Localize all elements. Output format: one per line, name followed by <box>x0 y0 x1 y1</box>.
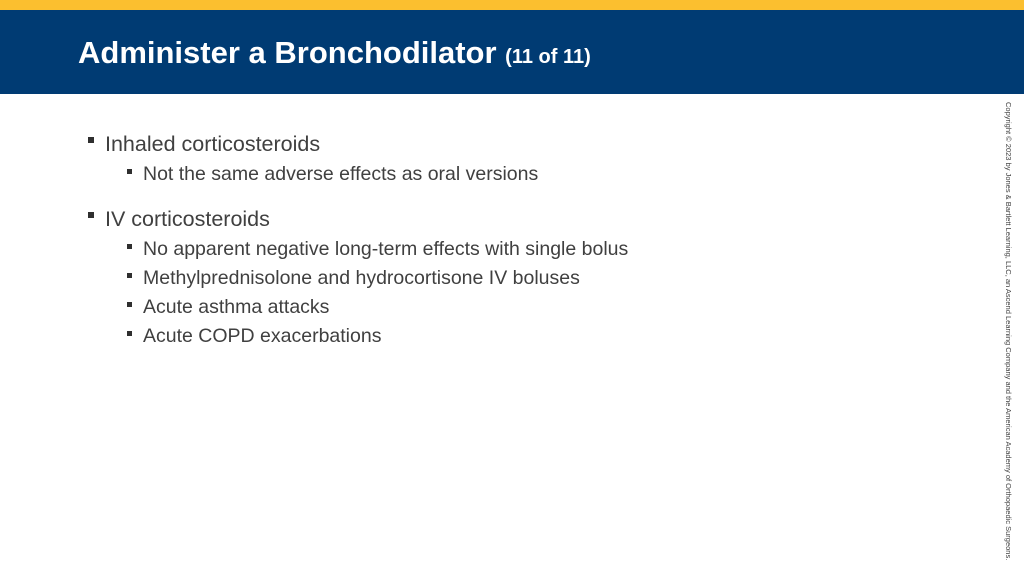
square-bullet-icon <box>127 273 132 278</box>
square-bullet-icon <box>88 137 94 143</box>
sub-bullet-item <box>86 322 966 351</box>
sub-bullet-text: Acute asthma attacks <box>143 296 330 318</box>
sub-bullet-item <box>86 160 966 189</box>
bullet-group-iv <box>86 203 966 351</box>
sub-bullet-text: Methylprednisolone and hydrocortisone IV boluses <box>143 267 580 289</box>
slide-body <box>86 128 966 365</box>
sub-bullet-text: No apparent negative long-term effects with single bolus <box>143 238 629 260</box>
sub-bullet-text: Not the same adverse effects as oral versions <box>143 163 539 185</box>
bullet-text: Inhaled corticosteroids <box>105 132 321 156</box>
bullet-group-inhaled <box>86 128 966 189</box>
slide-counter: (11 of 11) <box>505 46 591 68</box>
square-bullet-icon <box>127 331 132 336</box>
slide-title <box>78 35 591 75</box>
square-bullet-icon <box>127 302 132 307</box>
copyright-notice: Copyright © 2023 by Jones & Bartlett Learning, LLC, an Ascend Learning Company and the American Academy of Orthopaedic Surgeons. <box>1004 102 1013 561</box>
sub-bullet-item <box>86 293 966 322</box>
square-bullet-icon <box>127 244 132 249</box>
slide-title-text: Administer a Bronchodilator <box>78 35 497 70</box>
title-banner <box>0 10 1024 94</box>
bullet-item <box>86 203 966 235</box>
sub-bullet-item <box>86 235 966 264</box>
square-bullet-icon <box>127 169 132 174</box>
sub-bullet-text: Acute COPD exacerbations <box>143 325 382 347</box>
square-bullet-icon <box>88 212 94 218</box>
top-accent-bar <box>0 0 1024 10</box>
bullet-item <box>86 128 966 160</box>
bullet-text: IV corticosteroids <box>105 207 270 231</box>
sub-bullet-item <box>86 264 966 293</box>
